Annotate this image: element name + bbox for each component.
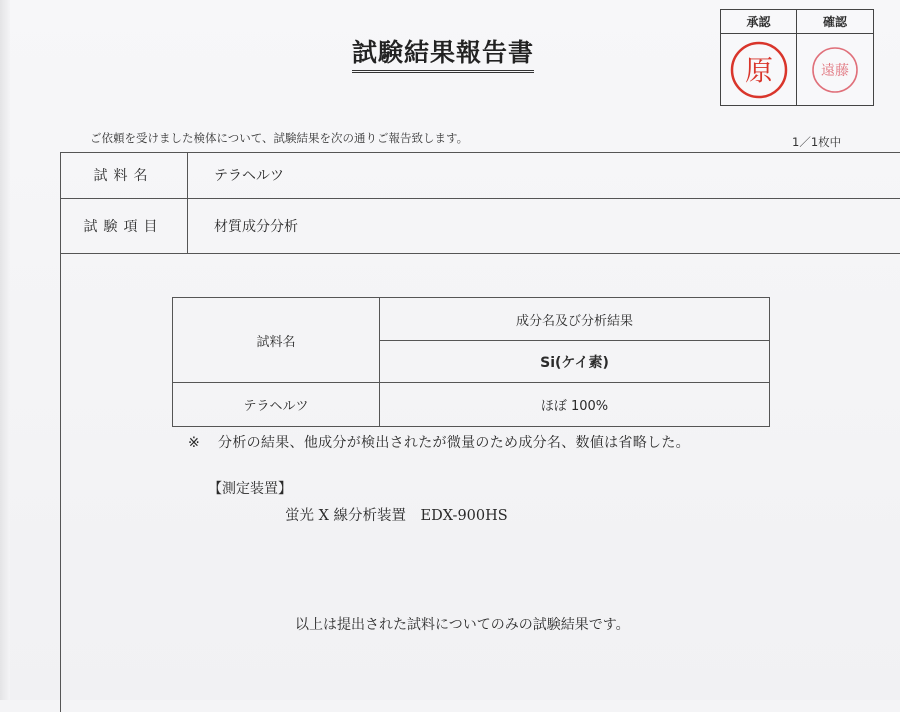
approve-stamp-cell xyxy=(721,34,797,105)
note-text: 分析の結果、他成分が検出されたが微量のため成分名、数値は省略した。 xyxy=(218,435,690,451)
confirm-stamp-icon xyxy=(809,44,861,96)
equipment-name: 蛍光 X 線分析装置 EDX-900HS xyxy=(285,508,508,524)
equipment-title: 【測定装置】 xyxy=(208,481,292,497)
sample-name-row xyxy=(60,152,900,199)
test-item-value: 材質成分分析 xyxy=(214,219,298,235)
sample-name-value: テラヘルツ xyxy=(214,168,284,184)
approve-label: 承認 xyxy=(721,10,797,34)
report-title: 試験結果報告書 xyxy=(352,38,534,73)
sample-name-label: 試料名 xyxy=(60,152,188,198)
closing-text: 以上は提出された試料についてのみの試験結果です。 xyxy=(295,617,630,633)
confirm-label: 確認 xyxy=(797,10,873,34)
approve-stamp-text: 原 xyxy=(744,53,773,87)
sample-header: 試料名 xyxy=(173,298,380,383)
page-count: 1／1枚中 xyxy=(792,135,842,149)
sample-cell: テラヘルツ xyxy=(173,383,380,427)
paper-edge xyxy=(0,0,10,700)
result-header: 成分名及び分析結果 xyxy=(380,298,770,341)
note-mark: ※ xyxy=(188,435,201,451)
approval-box xyxy=(720,9,874,106)
element-header: Si(ケイ素) xyxy=(380,341,770,383)
confirm-stamp-text: 遠藤 xyxy=(821,62,849,79)
test-item-label: 試験項目 xyxy=(60,199,188,253)
intro-text: ご依頼を受けました検体について、試験結果を次の通りご報告致します。 xyxy=(90,131,469,145)
test-item-row xyxy=(60,199,900,254)
approve-stamp-icon xyxy=(727,38,791,102)
note xyxy=(188,432,690,452)
result-cell: ほぼ 100% xyxy=(380,383,770,427)
confirm-stamp-cell xyxy=(797,34,873,105)
results-table xyxy=(172,297,770,427)
